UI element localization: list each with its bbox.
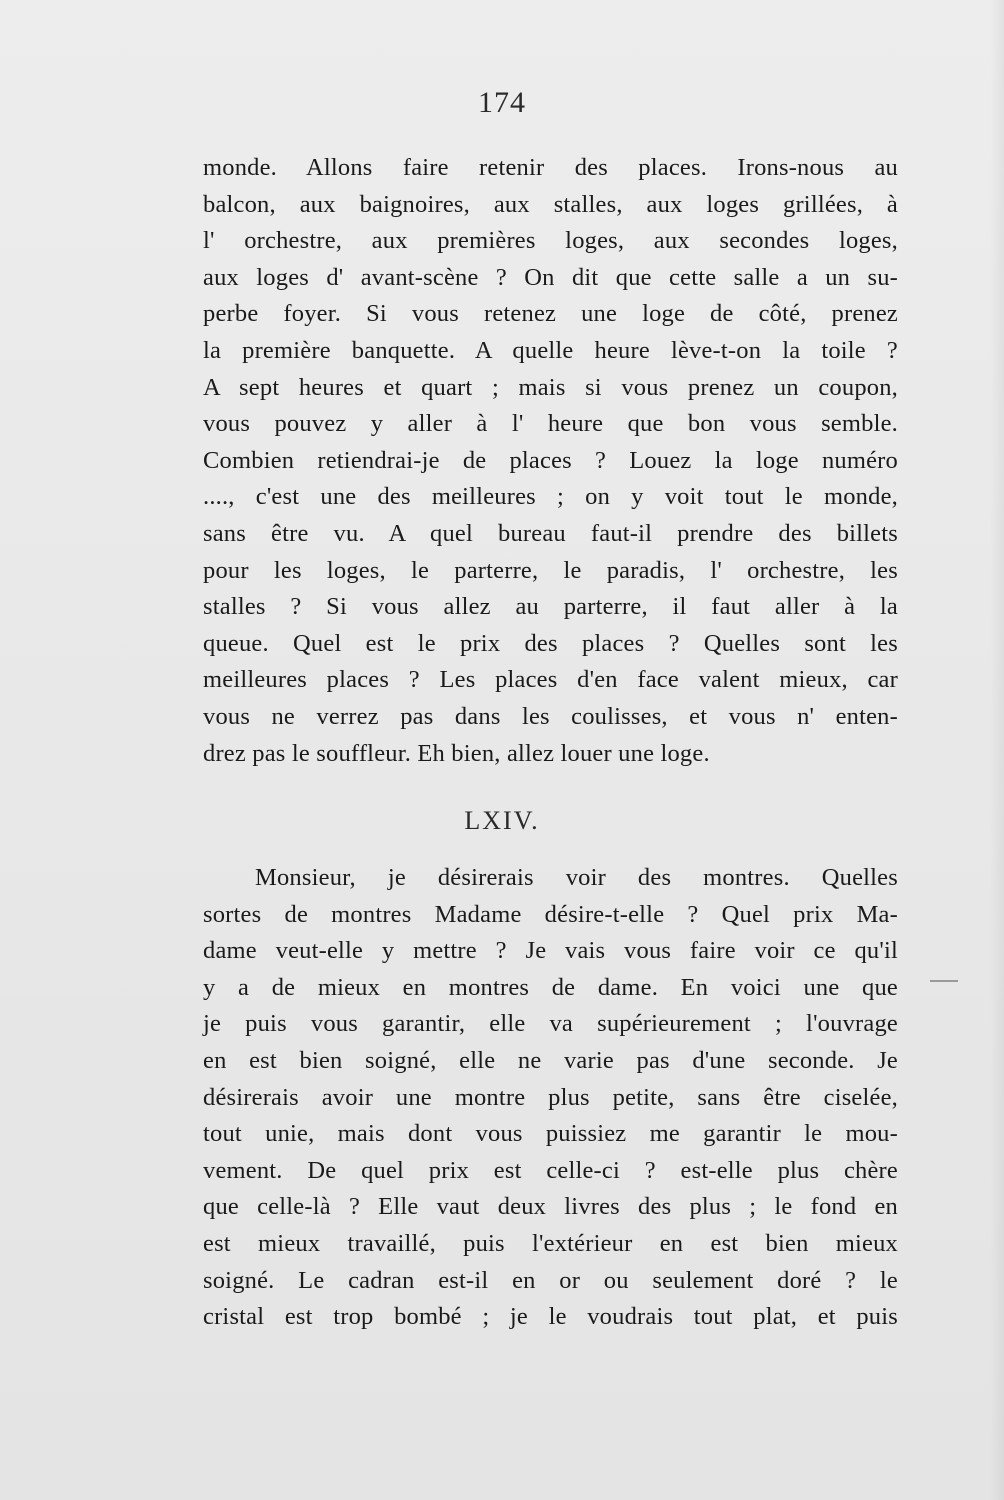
text-line: stalles ? Si vous allez au parterre, il faut aller à la	[203, 593, 898, 621]
page-edge-shadow	[990, 0, 1004, 1500]
text-line: désirerais avoir une montre plus petite, sans être ciselée,	[203, 1083, 898, 1111]
text-line: y a de mieux en montres de dame. En voici une que	[203, 973, 898, 1001]
text-line: soigné. Le cadran est-il en or ou seulement doré ? le	[203, 1266, 898, 1294]
text-line: meilleures places ? Les places d'en face valent mieux, car	[203, 666, 898, 694]
page-number: 174	[478, 86, 526, 119]
text-line: vement. De quel prix est celle-ci ? est-elle plus chère	[203, 1156, 898, 1184]
text-block-section	[203, 860, 898, 1336]
text-line: vous pouvez y aller à l' heure que bon vous semble.	[203, 410, 898, 438]
text-line: balcon, aux baignoires, aux stalles, aux loges grillées, à	[203, 190, 898, 218]
text-line: sans être vu. A quel bureau faut-il prendre des billets	[203, 519, 898, 547]
text-line: la première banquette. A quelle heure lève-t-on la toile ?	[203, 336, 898, 364]
text-line: queue. Quel est le prix des places ? Quelles sont les	[203, 629, 898, 657]
text-line: que celle-là ? Elle vaut deux livres des plus ; le fond en	[203, 1193, 898, 1221]
margin-mark	[930, 980, 958, 982]
text-line: pour les loges, le parterre, le paradis, l' orchestre, les	[203, 556, 898, 584]
text-line: vous ne verrez pas dans les coulisses, et vous n' enten-	[203, 702, 898, 730]
text-block-continued	[203, 150, 898, 772]
text-line: drez pas le souffleur. Eh bien, allez louer une loge.	[203, 739, 710, 767]
text-line: aux loges d' avant-scène ? On dit que cette salle a un su-	[203, 263, 898, 291]
text-line: Monsieur, je désirerais voir des montres. Quelles	[255, 864, 898, 891]
text-line: tout unie, mais dont vous puissiez me garantir le mou-	[203, 1120, 898, 1148]
section-heading: LXIV.	[464, 806, 540, 835]
text-line: est mieux travaillé, puis l'extérieur en est bien mieux	[203, 1229, 898, 1257]
text-line: perbe foyer. Si vous retenez une loge de côté, prenez	[203, 300, 898, 328]
text-line: monde. Allons faire retenir des places. Irons-nous au	[203, 154, 898, 181]
text-line: je puis vous garantir, elle va supérieurement ; l'ouvrage	[203, 1010, 898, 1038]
text-line: ...., c'est une des meilleures ; on y voit tout le monde,	[203, 483, 898, 511]
text-line: cristal est trop bombé ; je le voudrais tout plat, et puis	[203, 1303, 898, 1331]
text-line: dame veut-elle y mettre ? Je vais vous faire voir ce qu'il	[203, 937, 898, 965]
text-line: A sept heures et quart ; mais si vous prenez un coupon,	[203, 373, 898, 401]
text-line: Combien retiendrai-je de places ? Louez la loge numéro	[203, 446, 898, 474]
text-line: en est bien soigné, elle ne varie pas d'une seconde. Je	[203, 1046, 898, 1074]
text-line: l' orchestre, aux premières loges, aux secondes loges,	[203, 227, 898, 255]
text-line: sortes de montres Madame désire-t-elle ? Quel prix Ma-	[203, 900, 898, 928]
